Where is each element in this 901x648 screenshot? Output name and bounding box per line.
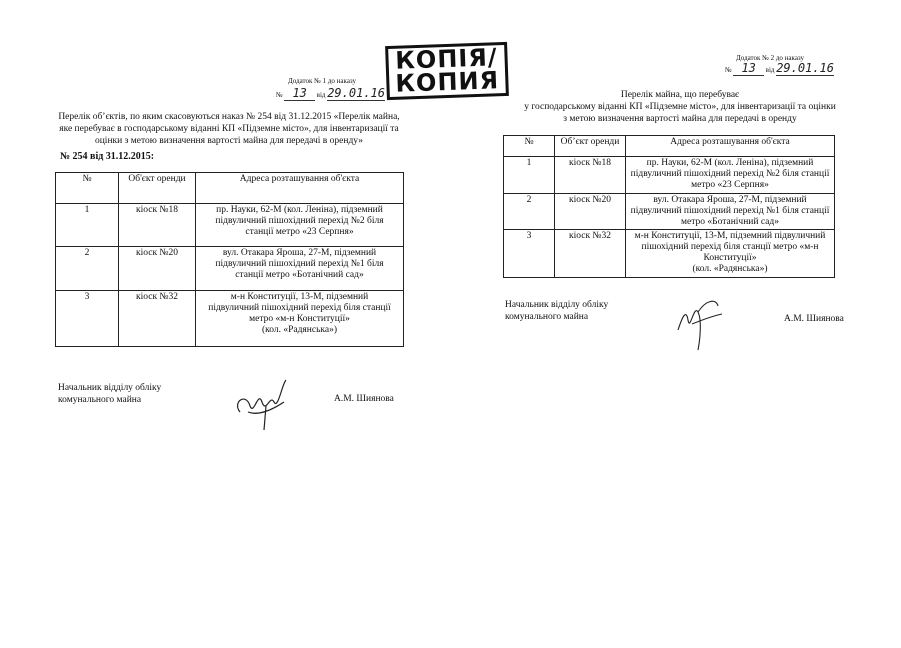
left-appendix-date: 29.01.16 (327, 86, 385, 100)
right-signature-title: Начальник відділу обліку комунального майна (505, 300, 609, 322)
copy-stamp (385, 42, 508, 100)
right-property-table (503, 135, 835, 278)
right-appendix-label: Додаток № 2 до наказу (736, 54, 805, 62)
right-handwritten-signature (668, 290, 728, 356)
right-heading: Перелік майна, що перебуває у господарському віданні КП «Підземне місто», для інвентаризації та оцінки з метою визначення вартості майна для передачі в оренду (524, 90, 836, 124)
col-header-address: Адреса розташування об'єкта (196, 173, 404, 204)
right-appendix-line: № 13 від 29.01.16 (725, 61, 834, 75)
left-signature-title: Начальник відділу обліку комунального майна (58, 383, 162, 405)
stamp-line-2: КОПИЯ (394, 66, 500, 98)
table-row: 2 кіоск №20 вул. Отакара Яроша, 27-М, підземний підвуличний пішохідний перехід №1 біля станції метро «Ботанічний сад» (56, 247, 404, 291)
right-appendix-number: 13 (733, 61, 763, 76)
right-appendix-date: 29.01.16 (776, 61, 834, 75)
col-header-object: Об’єкт оренди (555, 136, 626, 157)
left-appendix-label: Додаток № 1 до наказу (288, 77, 357, 85)
table-row: 3 кіоск №32 м-н Конституції, 13-М, підземний підвуличний пішохідний перехід біля станції метро «м-н Конституції» (кол. «Радянська») (504, 230, 835, 278)
left-handwritten-signature (228, 372, 298, 434)
left-intro: Перелік об’єктів, по яким скасовуються наказ № 254 від 31.12.2015 «Перелік майна, яке перебуває в господарському віданні КП «Підземне місто», для інвентаризації та оцінки з метою визначення вартості майна для передачі в оренду» (58, 112, 400, 146)
left-property-table (55, 172, 404, 347)
right-signature-name: А.М. Шиянова (784, 314, 844, 324)
table-row: 1 кіоск №18 пр. Науки, 62-М (кол. Леніна), підземний підвуличний пішохідний перехід №2 біля станції метро «23 Серпня» (504, 157, 835, 194)
table-row: 3 кіоск №32 м-н Конституції, 13-М, підземний підвуличний пішохідний перехід біля станції метро «м-н Конституції» (кол. «Радянська») (56, 291, 404, 347)
col-header-object: Об'єкт оренди (119, 173, 196, 204)
table-row: 1 кіоск №18 пр. Науки, 62-М (кол. Леніна), підземний підвуличний пішохідний перехід №2 біля станції метро «23 Серпня» (56, 204, 404, 247)
table-header-row (56, 173, 404, 204)
left-order-ref: № 254 від 31.12.2015: (60, 151, 155, 162)
col-header-number: № (504, 136, 555, 157)
table-header-row (504, 136, 835, 157)
left-appendix-line: № 13 від 29.01.16 (276, 86, 385, 100)
col-header-address: Адреса розташування об'єкта (626, 136, 835, 157)
left-appendix-number: 13 (284, 86, 314, 101)
col-header-number: № (56, 173, 119, 204)
stamp-line-1: КОПІЯ/ (394, 43, 499, 75)
table-row: 2 кіоск №20 вул. Отакара Яроша, 27-М, підземний підвуличний пішохідний перехід №1 біля станції метро «Ботанічний сад» (504, 194, 835, 230)
left-signature-name: А.М. Шиянова (334, 394, 394, 404)
